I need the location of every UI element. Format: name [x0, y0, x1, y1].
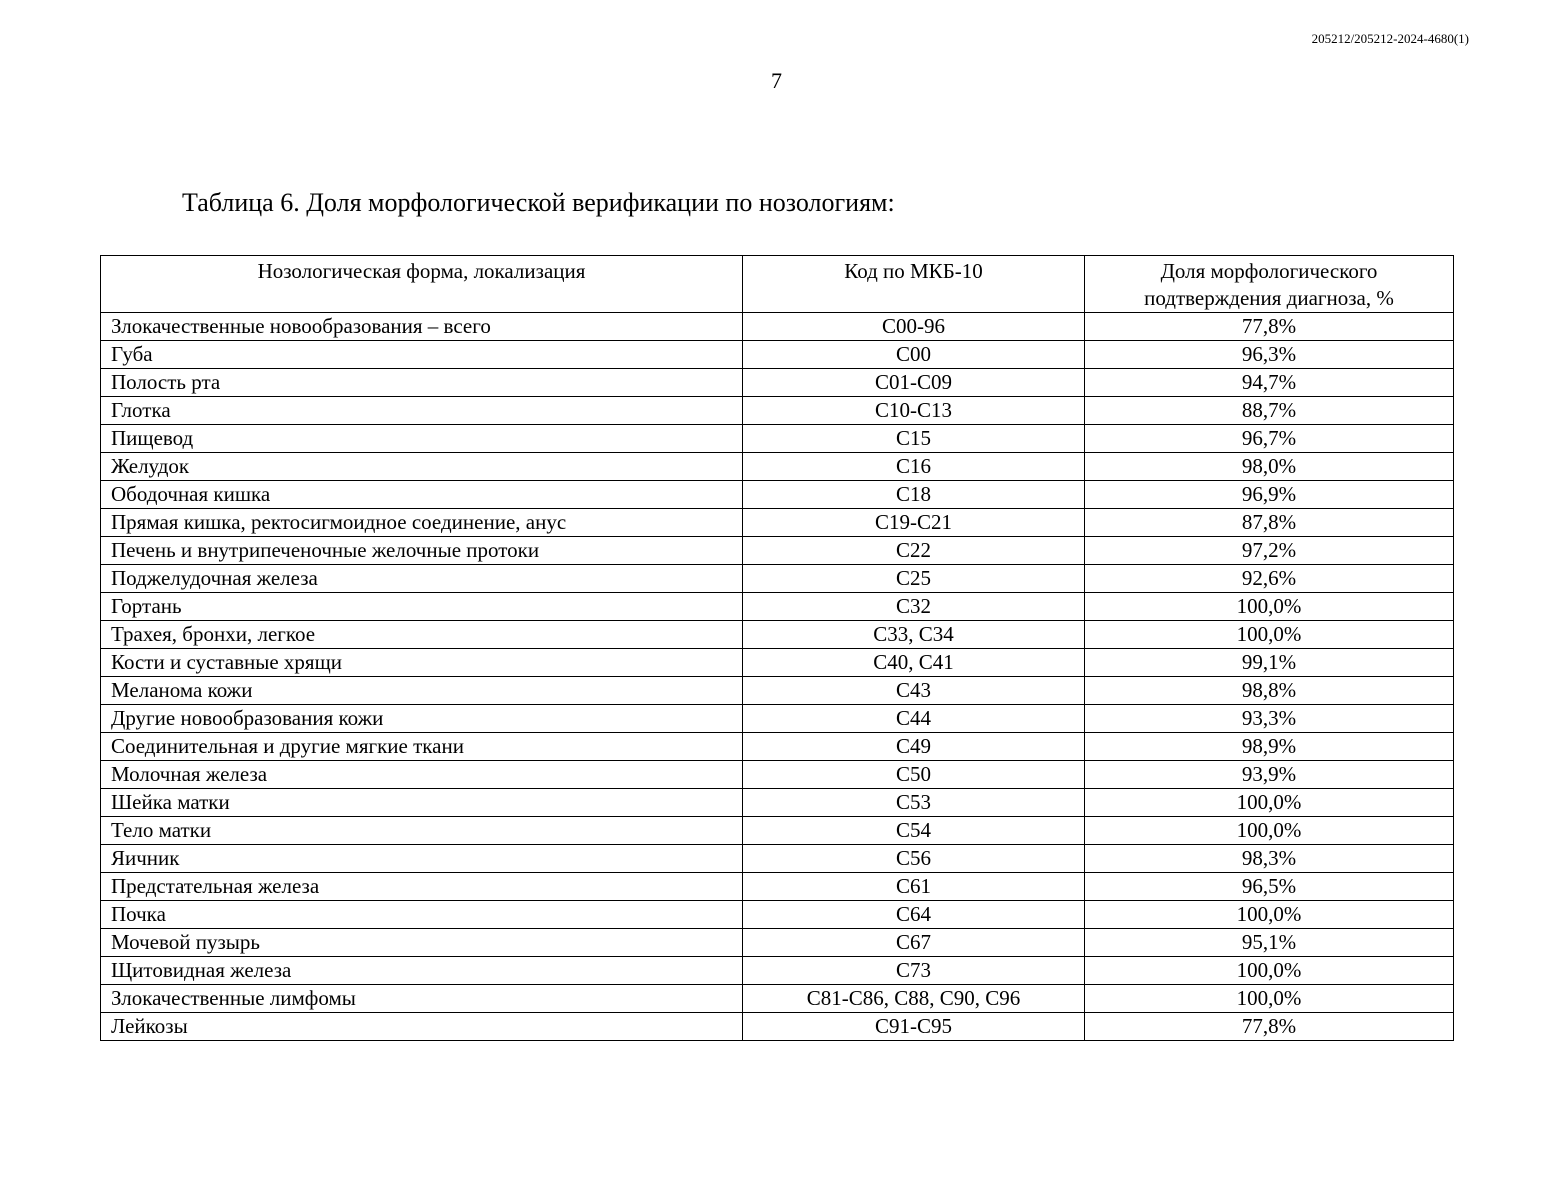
cell-morph-share: 93,3%	[1085, 705, 1454, 733]
column-header-morph-share: Доля морфологического подтверждения диагноза, %	[1085, 256, 1454, 313]
cell-icd-code: C01-C09	[743, 369, 1085, 397]
table-row	[101, 845, 1454, 873]
cell-nosology: Злокачественные лимфомы	[101, 985, 743, 1013]
cell-nosology: Злокачественные новообразования – всего	[101, 313, 743, 341]
cell-morph-share: 100,0%	[1085, 957, 1454, 985]
cell-nosology: Кости и суставные хрящи	[101, 649, 743, 677]
cell-icd-code: C00-96	[743, 313, 1085, 341]
table-row	[101, 313, 1454, 341]
cell-morph-share: 92,6%	[1085, 565, 1454, 593]
cell-morph-share: 77,8%	[1085, 1013, 1454, 1041]
table-row	[101, 817, 1454, 845]
cell-nosology: Яичник	[101, 845, 743, 873]
cell-nosology: Глотка	[101, 397, 743, 425]
table-caption: Таблица 6. Доля морфологической верификации по нозологиям:	[182, 188, 895, 217]
table-row	[101, 873, 1454, 901]
cell-icd-code: C22	[743, 537, 1085, 565]
cell-nosology: Другие новообразования кожи	[101, 705, 743, 733]
cell-morph-share: 98,9%	[1085, 733, 1454, 761]
table-row	[101, 509, 1454, 537]
cell-icd-code: C44	[743, 705, 1085, 733]
cell-morph-share: 87,8%	[1085, 509, 1454, 537]
cell-nosology: Меланома кожи	[101, 677, 743, 705]
cell-morph-share: 97,2%	[1085, 537, 1454, 565]
cell-morph-share: 94,7%	[1085, 369, 1454, 397]
table-row	[101, 733, 1454, 761]
cell-icd-code: C18	[743, 481, 1085, 509]
cell-icd-code: C64	[743, 901, 1085, 929]
cell-nosology: Соединительная и другие мягкие ткани	[101, 733, 743, 761]
cell-nosology: Желудок	[101, 453, 743, 481]
cell-icd-code: C73	[743, 957, 1085, 985]
cell-nosology: Щитовидная железа	[101, 957, 743, 985]
cell-morph-share: 98,3%	[1085, 845, 1454, 873]
cell-morph-share: 98,8%	[1085, 677, 1454, 705]
cell-nosology: Молочная железа	[101, 761, 743, 789]
cell-nosology: Гортань	[101, 593, 743, 621]
table-row	[101, 985, 1454, 1013]
cell-nosology: Полость рта	[101, 369, 743, 397]
verification-table	[100, 255, 1454, 1041]
cell-morph-share: 88,7%	[1085, 397, 1454, 425]
table-row	[101, 901, 1454, 929]
cell-nosology: Лейкозы	[101, 1013, 743, 1041]
cell-morph-share: 99,1%	[1085, 649, 1454, 677]
cell-morph-share: 100,0%	[1085, 817, 1454, 845]
cell-morph-share: 96,3%	[1085, 341, 1454, 369]
cell-morph-share: 100,0%	[1085, 789, 1454, 817]
cell-nosology: Тело матки	[101, 817, 743, 845]
cell-nosology: Губа	[101, 341, 743, 369]
cell-nosology: Поджелудочная железа	[101, 565, 743, 593]
cell-icd-code: C54	[743, 817, 1085, 845]
cell-nosology: Мочевой пузырь	[101, 929, 743, 957]
cell-morph-share: 100,0%	[1085, 593, 1454, 621]
table-header-row	[101, 256, 1454, 313]
cell-nosology: Ободочная кишка	[101, 481, 743, 509]
cell-icd-code: C43	[743, 677, 1085, 705]
cell-morph-share: 100,0%	[1085, 621, 1454, 649]
cell-icd-code: C81-C86, C88, C90, C96	[743, 985, 1085, 1013]
table-body	[101, 313, 1454, 1041]
cell-icd-code: C91-C95	[743, 1013, 1085, 1041]
table-row	[101, 369, 1454, 397]
cell-morph-share: 77,8%	[1085, 313, 1454, 341]
table-row	[101, 761, 1454, 789]
table-row	[101, 929, 1454, 957]
cell-icd-code: C67	[743, 929, 1085, 957]
table-row	[101, 453, 1454, 481]
table-row	[101, 957, 1454, 985]
cell-icd-code: C10-C13	[743, 397, 1085, 425]
column-header-icd-code: Код по МКБ-10	[743, 256, 1085, 313]
cell-icd-code: C16	[743, 453, 1085, 481]
cell-morph-share: 96,7%	[1085, 425, 1454, 453]
cell-icd-code: C40, C41	[743, 649, 1085, 677]
cell-nosology: Почка	[101, 901, 743, 929]
cell-nosology: Прямая кишка, ректосигмоидное соединение, анус	[101, 509, 743, 537]
cell-icd-code: C49	[743, 733, 1085, 761]
cell-icd-code: C61	[743, 873, 1085, 901]
cell-icd-code: C53	[743, 789, 1085, 817]
cell-morph-share: 98,0%	[1085, 453, 1454, 481]
column-header-nosology: Нозологическая форма, локализация	[101, 256, 743, 313]
cell-morph-share: 96,9%	[1085, 481, 1454, 509]
cell-nosology: Трахея, бронхи, легкое	[101, 621, 743, 649]
table-row	[101, 341, 1454, 369]
cell-icd-code: C56	[743, 845, 1085, 873]
cell-icd-code: C19-C21	[743, 509, 1085, 537]
table-row	[101, 565, 1454, 593]
table-row	[101, 1013, 1454, 1041]
cell-icd-code: C33, C34	[743, 621, 1085, 649]
table-row	[101, 705, 1454, 733]
cell-morph-share: 100,0%	[1085, 901, 1454, 929]
cell-nosology: Предстательная железа	[101, 873, 743, 901]
table-row	[101, 397, 1454, 425]
cell-icd-code: C50	[743, 761, 1085, 789]
table-row	[101, 593, 1454, 621]
cell-nosology: Печень и внутрипеченочные желочные протоки	[101, 537, 743, 565]
cell-nosology: Шейка матки	[101, 789, 743, 817]
table-row	[101, 649, 1454, 677]
table-row	[101, 425, 1454, 453]
document-id: 205212/205212-2024-4680(1)	[1311, 31, 1469, 46]
table-row	[101, 621, 1454, 649]
table-row	[101, 481, 1454, 509]
table-row	[101, 677, 1454, 705]
cell-icd-code: C32	[743, 593, 1085, 621]
page-number: 7	[771, 68, 782, 93]
cell-morph-share: 93,9%	[1085, 761, 1454, 789]
cell-icd-code: C00	[743, 341, 1085, 369]
cell-morph-share: 100,0%	[1085, 985, 1454, 1013]
table-row	[101, 537, 1454, 565]
cell-icd-code: C25	[743, 565, 1085, 593]
cell-morph-share: 96,5%	[1085, 873, 1454, 901]
cell-nosology: Пищевод	[101, 425, 743, 453]
table-row	[101, 789, 1454, 817]
cell-morph-share: 95,1%	[1085, 929, 1454, 957]
cell-icd-code: C15	[743, 425, 1085, 453]
